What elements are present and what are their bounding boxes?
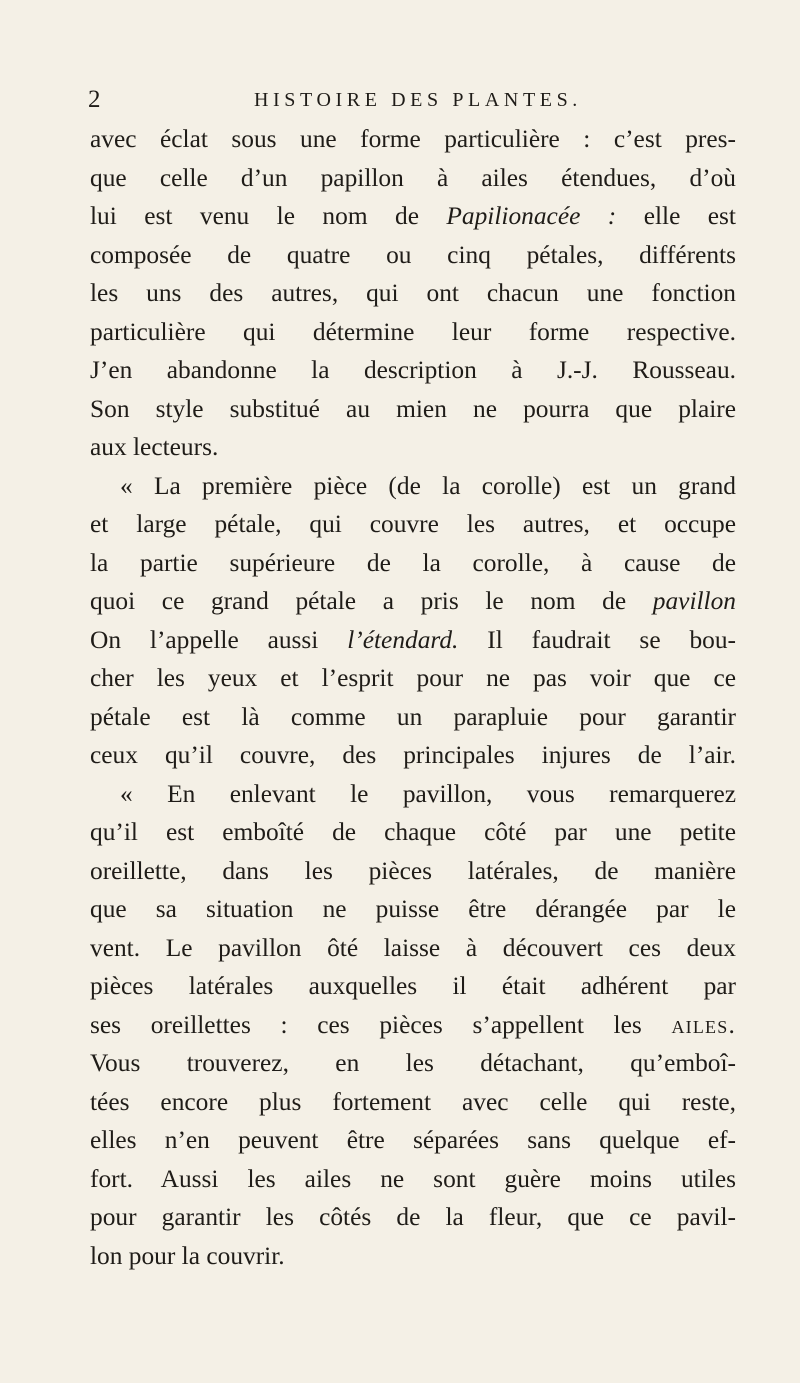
text-line: les uns des autres, qui ont chacun une fonction — [90, 279, 736, 307]
page-number: 2 — [88, 86, 101, 113]
text-line: cher les yeux et l’esprit pour ne pas voir que ce — [90, 664, 736, 692]
body-text — [90, 120, 736, 1275]
italic-term: pavillon — [652, 587, 736, 615]
text-line: ceux qu’il couvre, des principales injures de l’air. — [90, 741, 736, 769]
text-line: la partie supérieure de la corolle, à cause de — [90, 548, 736, 577]
text-line: que sa situation ne puisse être dérangée par le — [90, 895, 736, 923]
text-line: tées encore plus fortement avec celle qui reste, — [90, 1087, 736, 1116]
text-line: « En enlevant le pavillon, vous remarquerez — [120, 779, 736, 808]
text-line: J’en abandonne la description à J.-J. Rousseau. — [90, 356, 736, 384]
italic-term: l’étendard. — [347, 625, 459, 654]
text-line: pétale est là comme un parapluie pour garantir — [90, 702, 736, 731]
smallcaps-term: ailes. — [671, 1010, 736, 1039]
text-line: Vous trouverez, en les détachant, qu’emboî- — [90, 1049, 736, 1077]
text-line: aux lecteurs. — [90, 433, 219, 461]
text-line: qu’il est emboîté de chaque côté par une petite — [90, 818, 736, 846]
text-line: quoi ce grand pétale a pris le nom de pavillon — [90, 587, 736, 615]
text-line: Son style substitué au mien ne pourra que plaire — [90, 394, 736, 423]
text-line: vent. Le pavillon ôté laisse à découvert ces deux — [90, 933, 736, 962]
text-line: particulière qui détermine leur forme respective. — [90, 317, 736, 346]
text-line: oreillette, dans les pièces latérales, de manière — [90, 856, 736, 885]
text-line: On l’appelle aussi l’étendard. Il faudrait se bou- — [90, 625, 736, 654]
text-line: elles n’en peuvent être séparées sans quelque ef- — [90, 1126, 736, 1154]
text-line: composée de quatre ou cinq pétales, différents — [90, 240, 736, 269]
text-line: fort. Aussi les ailes ne sont guère moins utiles — [90, 1164, 736, 1193]
text-line: « La première pièce (de la corolle) est un grand — [120, 471, 736, 500]
text-line: et large pétale, qui couvre les autres, et occupe — [90, 510, 736, 538]
text-line: pour garantir les côtés de la fleur, que ce pavil- — [90, 1203, 736, 1231]
text-line: pièces latérales auxquelles il était adhérent par — [90, 972, 736, 1000]
running-head: HISTOIRE DES PLANTES. — [254, 89, 582, 111]
text-line: lui est venu le nom de Papilionacée : elle est — [90, 202, 736, 230]
text-line: lon pour la couvrir. — [90, 1241, 285, 1270]
text-line: avec éclat sous une forme particulière : c’est pres- — [90, 125, 736, 153]
italic-term: Papilionacée : — [446, 202, 617, 230]
text-line: ses oreillettes : ces pièces s’appellent les ailes. — [90, 1010, 736, 1039]
text-line: que celle d’un papillon à ailes étendues, d’où — [90, 163, 736, 192]
page-header — [88, 82, 728, 118]
